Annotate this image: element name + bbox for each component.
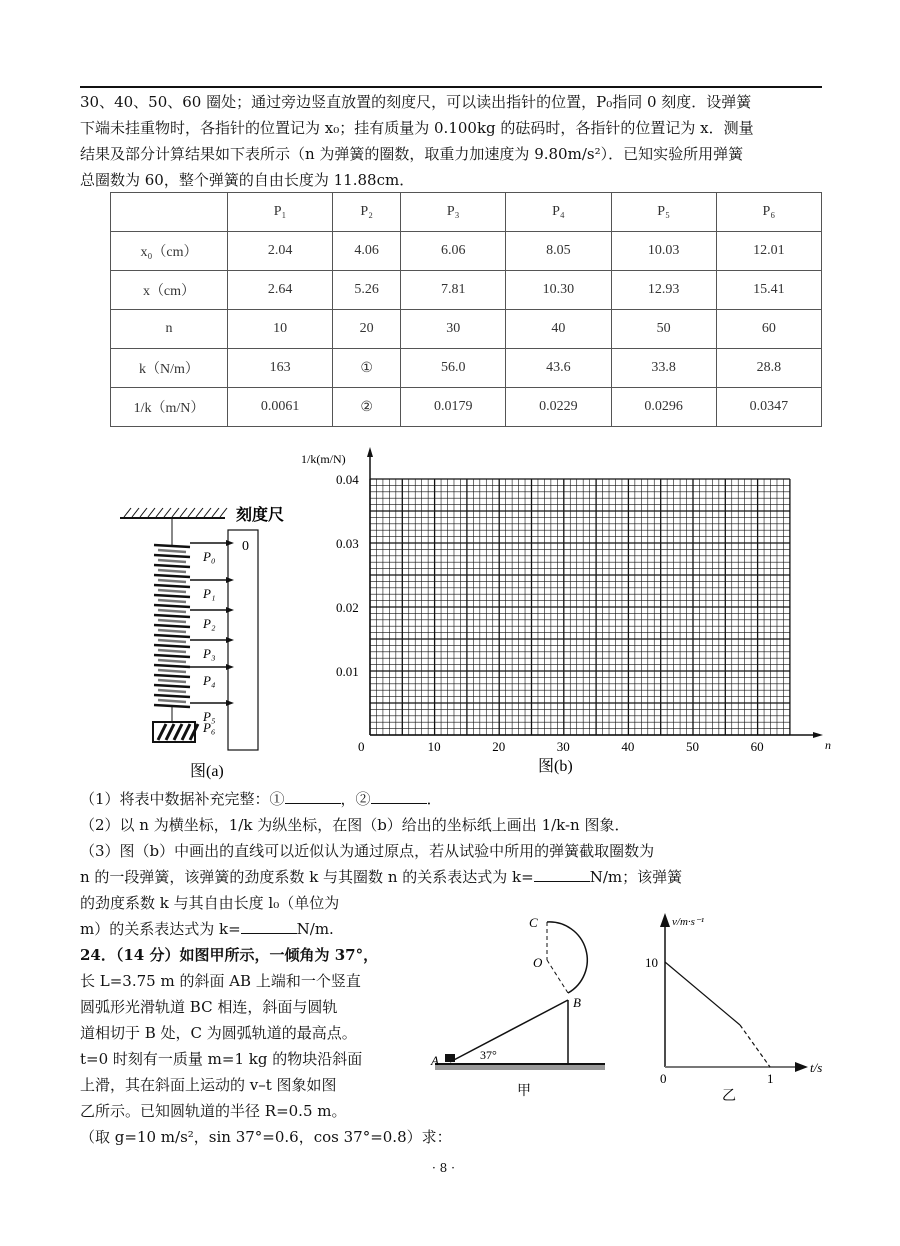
- v-axis-label: v/m·s⁻¹: [672, 916, 705, 928]
- problem-line: 长 L=3.75 m 的斜面 AB 上端和一个竖直: [80, 972, 361, 990]
- table-cell: 60: [716, 310, 821, 349]
- table-header: P₄: [506, 193, 611, 232]
- intro-line: 总圈数为 60，整个弹簧的自由长度为 11.88cm．: [80, 171, 415, 189]
- table-cell: 10.03: [611, 232, 716, 271]
- table-cell: ①: [333, 349, 401, 388]
- label-o: O: [533, 955, 543, 970]
- origin-label: 0: [660, 1071, 667, 1086]
- table-header: [111, 193, 228, 232]
- header-rule: [80, 86, 822, 88]
- ceiling-hatch: [220, 508, 227, 517]
- table-header: P₁: [228, 193, 333, 232]
- coil: [154, 585, 190, 587]
- ceiling-hatch: [156, 508, 163, 517]
- pointer-label: P₅: [203, 709, 216, 724]
- ceiling-hatch: [148, 508, 155, 517]
- y-tick-label: 0.03: [336, 536, 359, 551]
- coil: [154, 595, 190, 597]
- table-cell: x₀（cm）: [111, 232, 228, 271]
- coil: [158, 560, 186, 562]
- figure-b-caption: 图(b): [538, 758, 573, 775]
- table-cell: 0.0229: [506, 388, 611, 427]
- coil: [154, 645, 190, 647]
- question-2: （2）以 n 为横坐标，1/k 为纵坐标，在图（b）给出的坐标纸上画出 1/k-n 图象．: [80, 816, 630, 834]
- table-cell: 5.26: [333, 271, 401, 310]
- ceiling-hatch: [212, 508, 219, 517]
- pointer-label: P₄: [203, 673, 216, 688]
- y-tick-label: 0.02: [336, 600, 359, 615]
- answer-blank-1[interactable]: [285, 789, 341, 804]
- problem-line: （取 g=10 m/s²，sin 37°=0.6，cos 37°=0.8）求：: [80, 1128, 452, 1146]
- coil: [158, 670, 186, 672]
- t-end-label: 1: [767, 1071, 774, 1086]
- table-cell: 0.0347: [716, 388, 821, 427]
- coil: [158, 570, 186, 572]
- y-tick-label: 0.04: [336, 472, 359, 487]
- table-header: P₂: [333, 193, 401, 232]
- table-cell: 0.0179: [401, 388, 506, 427]
- page-number: · 8 ·: [432, 1161, 455, 1175]
- ceiling-hatch: [132, 508, 139, 517]
- ruler-zero: 0: [242, 539, 249, 554]
- problem-line: 道相切于 B 处，C 为圆弧轨道的最高点。: [80, 1024, 357, 1042]
- table-header-row: [111, 193, 822, 232]
- x-tick-label: 50: [686, 739, 699, 754]
- table-cell: 0.0061: [228, 388, 333, 427]
- question-3-line: 的劲度系数 k 与其自由长度 l₀（单位为: [80, 894, 340, 912]
- spring-coils: [154, 545, 190, 707]
- coil: [154, 635, 190, 637]
- table-cell: 7.81: [401, 271, 506, 310]
- q3-text: N/m；该弹簧: [589, 868, 683, 886]
- problem-line: 上滑，其在斜面上运动的 v–t 图象如图: [80, 1076, 337, 1094]
- label-c: C: [529, 915, 538, 930]
- coil: [158, 690, 186, 692]
- coil: [154, 695, 190, 697]
- x-axis-arrow: [813, 732, 823, 738]
- coil: [154, 675, 190, 677]
- coil: [158, 650, 186, 652]
- angle-label: 37°: [480, 1048, 497, 1062]
- incline-ab: [450, 1000, 568, 1062]
- y-axis-label: 1/k(m/N): [301, 452, 346, 466]
- data-table: [110, 192, 822, 427]
- table-row: [111, 388, 822, 427]
- question-3-line: [80, 919, 334, 939]
- figure-a-spring: [110, 490, 310, 790]
- table-cell: 56.0: [401, 349, 506, 388]
- table-cell: 4.06: [333, 232, 401, 271]
- table-row: [111, 271, 822, 310]
- table-cell: 6.06: [401, 232, 506, 271]
- ceiling-hatch: [172, 508, 179, 517]
- table-cell: 12.01: [716, 232, 821, 271]
- table-cell: 20: [333, 310, 401, 349]
- pointer-label: P₁: [203, 586, 216, 601]
- answer-blank-4[interactable]: [241, 919, 297, 934]
- table-cell: 12.93: [611, 271, 716, 310]
- table-cell: 10.30: [506, 271, 611, 310]
- block: [445, 1054, 455, 1062]
- table-cell: 33.8: [611, 349, 716, 388]
- table-cell: 15.41: [716, 271, 821, 310]
- pointer-label: P₂: [203, 616, 216, 631]
- table-cell: 43.6: [506, 349, 611, 388]
- coil: [158, 550, 186, 552]
- figure-jia-caption: 甲: [517, 1084, 531, 1099]
- coil: [154, 575, 190, 577]
- vt-line-solid: [665, 962, 740, 1025]
- table-row: [111, 232, 822, 271]
- table-cell: 0.0296: [611, 388, 716, 427]
- table-cell: 30: [401, 310, 506, 349]
- q3-text: m）的关系表达式为 k=: [80, 920, 241, 938]
- coil: [154, 685, 190, 687]
- table-cell: n: [111, 310, 228, 349]
- coil: [158, 610, 186, 612]
- table-cell: 50: [611, 310, 716, 349]
- coil: [158, 590, 186, 592]
- x-tick-label: 60: [750, 739, 764, 754]
- ceiling-hatch: [124, 508, 131, 517]
- v0-label: 10: [645, 955, 658, 970]
- question-1: [80, 789, 442, 809]
- label-b: B: [573, 995, 581, 1010]
- vt-line-dashed: [740, 1025, 770, 1067]
- x-axis-label: n: [825, 738, 831, 752]
- table-cell: 2.64: [228, 271, 333, 310]
- problem-line: 24．（14 分）如图甲所示，一倾角为 37°，: [80, 946, 379, 964]
- coil: [158, 660, 186, 662]
- ceiling-hatch: [164, 508, 171, 517]
- coil: [154, 665, 190, 667]
- figure-a-caption: 图(a): [190, 763, 224, 780]
- problem-line: t=0 时刻有一质量 m=1 kg 的物块沿斜面: [80, 1050, 363, 1068]
- ceiling-hatch: [204, 508, 211, 517]
- coil: [158, 700, 186, 702]
- answer-blank-2[interactable]: [371, 789, 427, 804]
- problem-line: 圆弧形光滑轨道 BC 相连，斜面与圆轨: [80, 998, 338, 1016]
- coil: [158, 600, 186, 602]
- coil: [158, 640, 186, 642]
- table-cell: 40: [506, 310, 611, 349]
- coil: [158, 680, 186, 682]
- t-axis-label: t/s: [810, 1060, 823, 1075]
- intro-line: 30、40、50、60 圈处；通过旁边竖直放置的刻度尺，可以读出指针的位置，P₀指同 0 刻度．设弹簧: [80, 93, 752, 111]
- coil: [158, 580, 186, 582]
- ceiling-hatch: [180, 508, 187, 517]
- ruler-label: 刻度尺: [236, 507, 285, 524]
- coil: [154, 655, 190, 657]
- coil: [158, 630, 186, 632]
- q1-text: ．: [426, 790, 442, 808]
- x-tick-label: 10: [427, 739, 441, 754]
- pointer-label: P₆: [203, 720, 216, 735]
- coil: [154, 555, 190, 557]
- coil: [154, 545, 190, 547]
- x-tick-label: 40: [621, 739, 635, 754]
- q1-text: ，②: [340, 790, 371, 808]
- radius-ob: [547, 960, 568, 993]
- table-cell: 2.04: [228, 232, 333, 271]
- table-cell: 163: [228, 349, 333, 388]
- pointer-label: P₃: [203, 646, 216, 661]
- problem-line: 乙所示。已知圆轨道的半径 R=0.5 m。: [80, 1102, 347, 1120]
- ceiling-hatch: [196, 508, 203, 517]
- intro-line: 下端未挂重物时，各指针的位置记为 x₀；挂有质量为 0.100kg 的砝码时，各指针的位置记为 x．测量: [80, 119, 754, 137]
- coil: [154, 615, 190, 617]
- figure-jia: [425, 905, 615, 1105]
- table-header: P₅: [611, 193, 716, 232]
- question-3: （3）图（b）中画出的直线可以近似认为通过原点，若从试验中所用的弹簧截取圈数为: [80, 842, 655, 860]
- answer-blank-3[interactable]: [534, 867, 590, 882]
- q1-text: （1）将表中数据补充完整：①: [80, 790, 285, 808]
- table-header: P₆: [716, 193, 821, 232]
- table-cell: x（cm）: [111, 271, 228, 310]
- coil: [154, 625, 190, 627]
- y-axis-arrow: [367, 447, 373, 457]
- table-row: [111, 310, 822, 349]
- coil: [158, 620, 186, 622]
- label-a: A: [431, 1053, 439, 1068]
- table-cell: 8.05: [506, 232, 611, 271]
- figure-yi: [640, 905, 840, 1105]
- x-tick-label: 0: [358, 739, 365, 754]
- q3-text: n 的一段弹簧，该弹簧的劲度系数 k 与其圈数 n 的关系表达式为 k=: [80, 868, 534, 886]
- coil: [154, 565, 190, 567]
- table-cell: ②: [333, 388, 401, 427]
- pointer-label: P₀: [203, 549, 216, 564]
- figure-yi-caption: 乙: [722, 1089, 736, 1104]
- table-cell: 10: [228, 310, 333, 349]
- coil: [154, 605, 190, 607]
- intro-line: 结果及部分计算结果如下表所示（n 为弹簧的圈数，取重力加速度为 9.80m/s²）．已知实验所用弹簧: [80, 145, 744, 163]
- ceiling-hatch: [140, 508, 147, 517]
- question-3-line: [80, 867, 682, 887]
- figure-b-graph-paper: [295, 445, 835, 785]
- table-row: [111, 349, 822, 388]
- x-tick-label: 30: [556, 739, 570, 754]
- x-tick-label: 20: [492, 739, 506, 754]
- y-tick-label: 0.01: [336, 664, 359, 679]
- table-cell: 28.8: [716, 349, 821, 388]
- q3-text: N/m.: [296, 920, 334, 938]
- table-header: P₃: [401, 193, 506, 232]
- table-cell: 1/k（m/N）: [111, 388, 228, 427]
- arc-bc: [547, 922, 587, 993]
- table-cell: k（N/m）: [111, 349, 228, 388]
- ceiling-hatch: [188, 508, 195, 517]
